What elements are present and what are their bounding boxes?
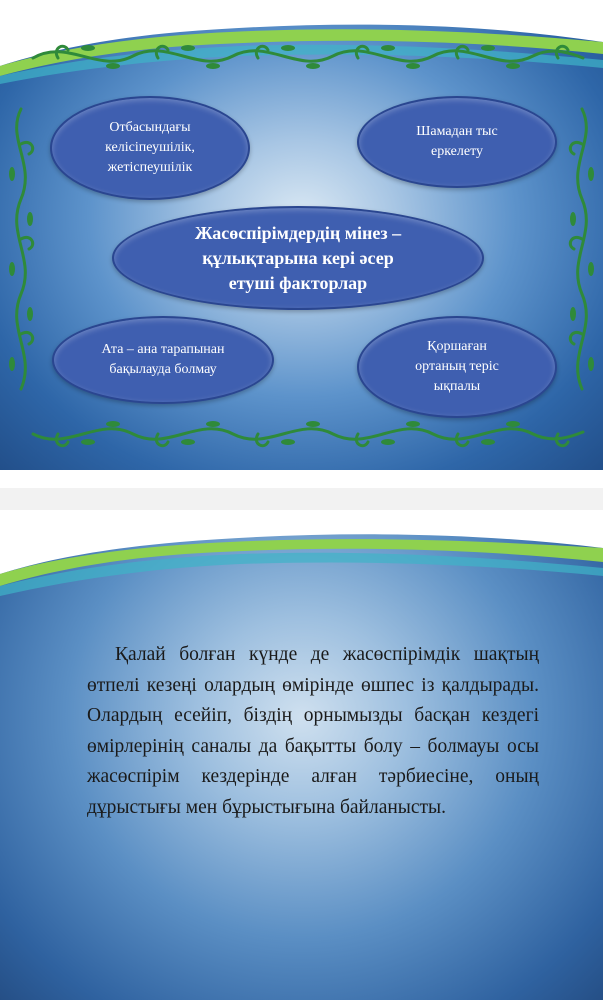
factor-oval-parental-control: Ата – ана тарапынан бақылауда болмау [52,316,274,404]
slide-factors [0,14,603,470]
factor-oval-overindulgence: Шамадан тыс еркелету [357,96,557,188]
right-vine-ornament [565,104,599,394]
bottom-vine-ornament [28,414,588,454]
factor-oval-family-discord: Отбасындағы келісіпеушілік, жетіспеушілік [50,96,250,200]
center-oval-title: Жасөспірімдердің мінез – құлықтарына кері әсер етуші факторлар [112,206,484,310]
body-paragraph: Қалай болған күнде де жасөспірімдік шақтың өтпелі кезеңі олардың өмірінде өшпес із қалдырады. Олардың есейіп, біздің орнымызды басқан кездегі өмірлерінің саналы да бақытты болу – болмауы осы жасөспірім кездерінде алған тәрбиесіне, оның дұрыстығы мен бұрыстығына байланысты. [87,644,539,818]
factor-oval-environment: Қоршаған ортаның теріс ықпалы [357,316,557,418]
top-vine-ornament [28,36,588,76]
slide-text [0,528,603,1000]
page-gap [0,488,603,510]
top-wave-decoration [0,528,603,598]
left-vine-ornament [4,104,38,394]
